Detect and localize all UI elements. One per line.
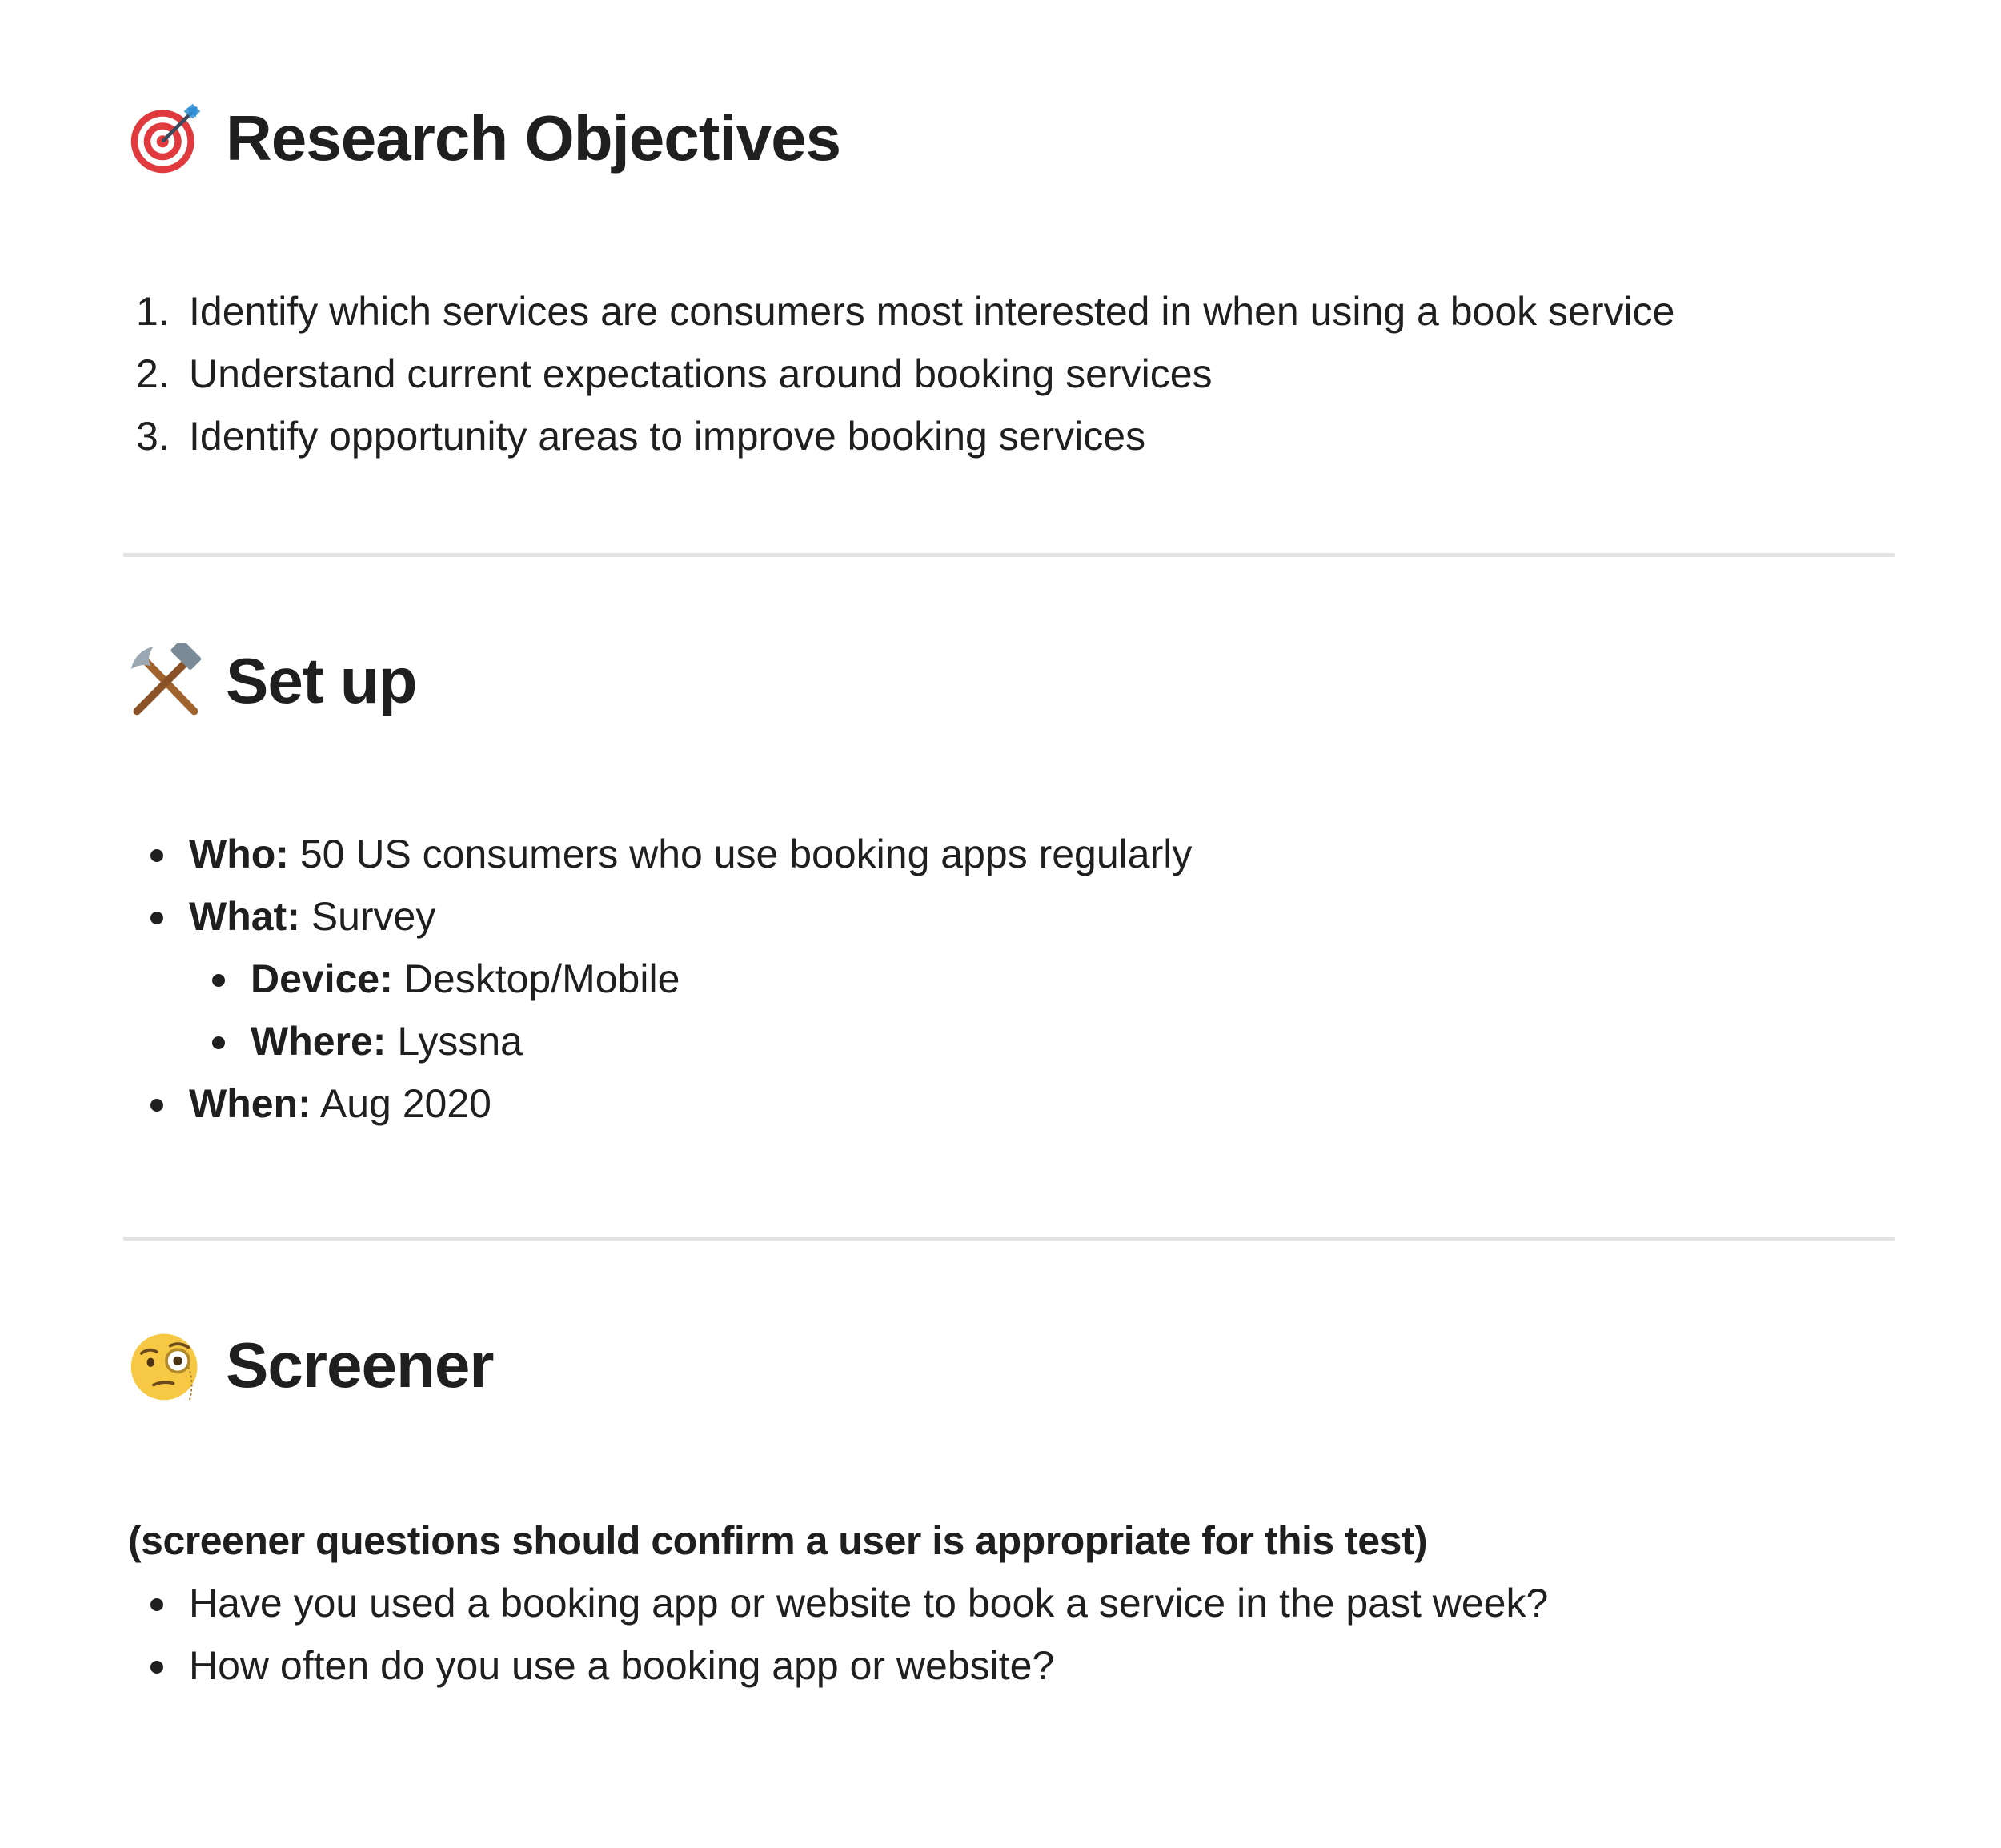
screener-note: (screener questions should confirm a user is appropriate for this test) — [128, 1518, 1428, 1563]
setup-heading — [128, 637, 416, 725]
list-item — [128, 1572, 1548, 1634]
item-value: 50 US consumers who use booking apps regularly — [288, 832, 1193, 876]
item-value: Desktop/Mobile — [392, 956, 680, 1001]
list-number: 2. — [136, 351, 170, 396]
item-label: When: — [189, 1081, 311, 1126]
item-value: Aug 2020 — [311, 1081, 491, 1126]
face-with-monocle-icon — [128, 1328, 203, 1403]
divider — [123, 553, 1895, 557]
objectives-heading — [128, 94, 840, 182]
list-item — [128, 1072, 1192, 1135]
bullet-dot — [212, 1036, 225, 1049]
direct-hit-target-icon — [128, 101, 203, 176]
screener-questions-list — [128, 1572, 1548, 1697]
list-item — [128, 280, 1674, 343]
list-item — [128, 823, 1192, 885]
list-number: 3. — [136, 414, 170, 459]
list-item-text: Identify which services are consumers most interested in when using a book service — [189, 289, 1675, 334]
item-value: Lyssna — [386, 1019, 523, 1064]
list-item-nested — [128, 948, 1192, 1010]
bullet-dot — [150, 1661, 163, 1674]
list-item-nested — [128, 1010, 1192, 1072]
list-item — [128, 405, 1674, 467]
list-item — [128, 885, 1192, 948]
bullet-dot — [150, 849, 163, 862]
bullet-dot — [150, 1099, 163, 1112]
question-text: How often do you use a booking app or website? — [189, 1643, 1055, 1688]
bullet-dot — [150, 912, 163, 924]
item-label: Device: — [251, 956, 393, 1001]
list-item-text: Identify opportunity areas to improve booking services — [189, 414, 1146, 459]
hammer-and-pick-icon — [128, 643, 203, 719]
section-title: Set up — [226, 645, 417, 716]
item-label: Where: — [251, 1019, 387, 1064]
list-item-text: Understand current expectations around booking services — [189, 351, 1213, 396]
item-label: What: — [189, 894, 300, 939]
setup-list — [128, 823, 1192, 1135]
list-item — [128, 1634, 1548, 1697]
divider — [123, 1237, 1895, 1241]
question-text: Have you used a booking app or website to book a service in the past week? — [189, 1581, 1549, 1626]
section-title: Screener — [226, 1329, 494, 1401]
item-value: Survey — [299, 894, 436, 939]
bullet-dot — [150, 1598, 163, 1611]
objectives-list — [128, 280, 1674, 467]
list-item — [128, 343, 1674, 405]
page-title: Research Objectives — [226, 102, 841, 174]
bullet-dot — [212, 974, 225, 987]
item-label: Who: — [189, 832, 289, 876]
list-number: 1. — [136, 289, 170, 334]
screener-heading — [128, 1321, 493, 1409]
